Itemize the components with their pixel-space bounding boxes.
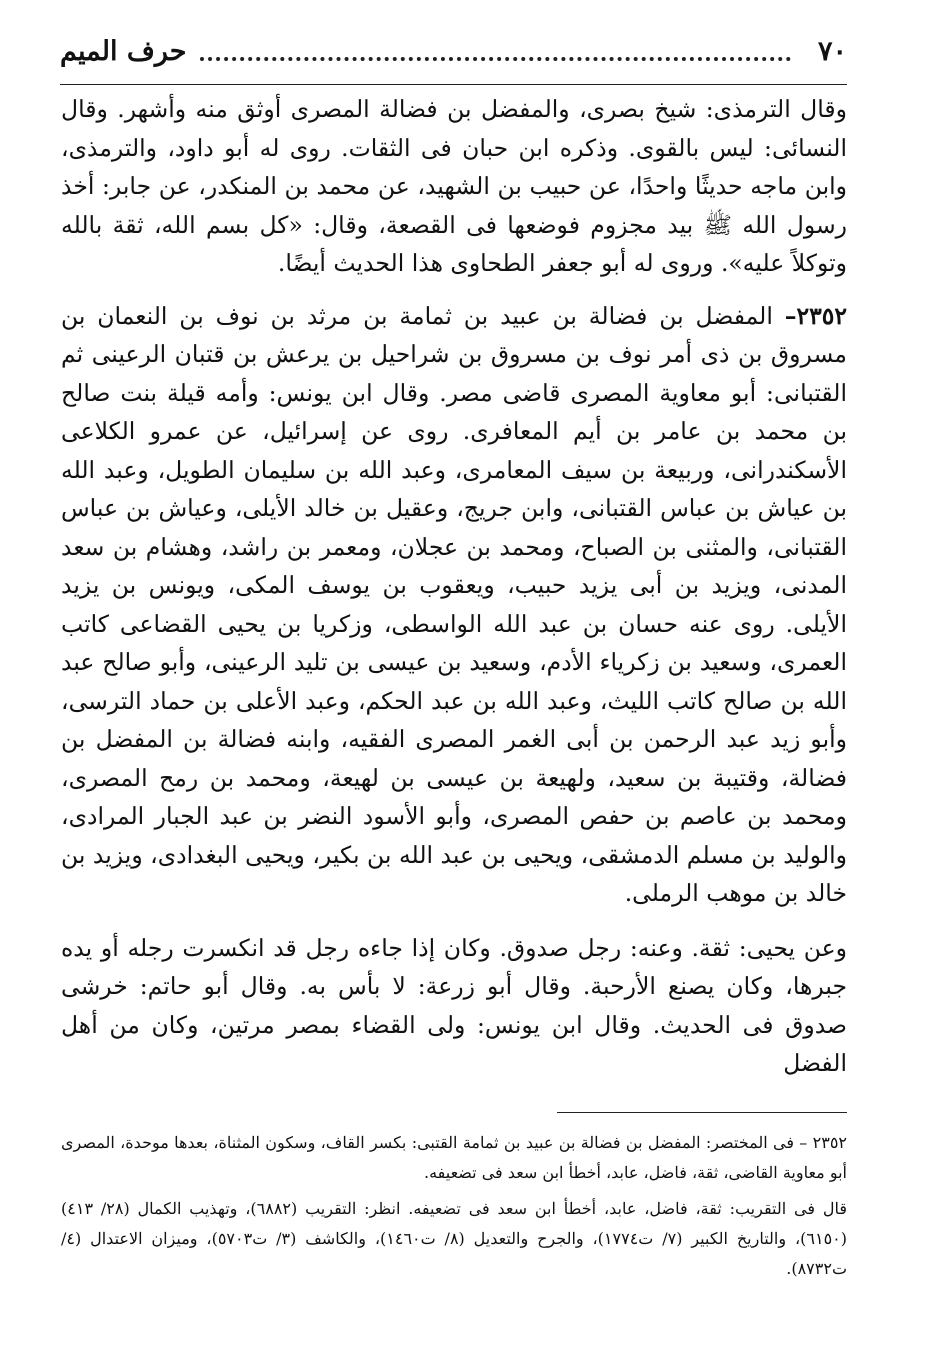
paragraph-1-text: وقال الترمذى: شيخ بصرى، والمفضل بن فضالة المصرى أوثق منه وأشهر. وقال النسائى: ليس بالقوى. وذكره ابن حبان فى الثقات. روى له أبو داود، والترمذى، وابن ماجه حديثًا واحدًا، عن حبيب بن الشهيد، عن محمد بن المنكدر، عن جابر: أخذ رسول الله ﷺ بيد مجزوم فوضعها فى القصعة، وقال: «كل بسم الله، ثقة بالله وتوكلاً عليه». وروى له أبو جعفر الطحاوى هذا الحديث أيضًا.: [61, 95, 847, 277]
footnote-separator: [557, 1112, 847, 1113]
footnote-1: ٢٣٥٢ – فى المختصر: المفضل بن فضالة بن عبيد بن ثمامة القتبى: بكسر القاف، وسكون المثناة، بعدها موحدة، المصرى أبو معاوية القاضى، ثقة، فاضل، عابد، أخطأ ابن سعد فى تضعيفه.: [61, 1133, 848, 1182]
header-rule: [60, 84, 847, 85]
paragraph-continuation: [61, 90, 847, 283]
paragraph-2-text: المفضل بن فضالة بن عبيد بن ثمامة بن مرثد بن نوف بن النعمان بن مسروق بن ذى أمر نوف بن مسروق بن شراحيل بن يرعش بن قتبان الرعينى ثم القتبانى: أبو معاوية المصرى قاضى مصر. وقال ابن يونس: وأمه قيلة بنت صالح بن محمد بن عامر بن أيم المعافرى. روى عن إسرائيل، عن عمرو الكلاعى الأسكندرانى، وربيعة بن سيف المعامرى، وعبد الله بن سليمان الطويل، وعبد الله بن عياش بن عباس القتبانى، وابن جريج، وعقيل بن خالد الأيلى، وعياش بن عباس القتبانى، والمثنى بن الصباح، ومحمد بن عجلان، ومعمر بن راشد، وهشام بن سعد المدنى، ويزيد بن أبى يزيد حبيب، ويعقوب بن يوسف المكى، ويونس بن يزيد الأيلى. روى عنه حسان بن عبد الله الواسطى، وزكريا بن يحيى القضاعى كاتب العمرى، وسعيد بن زكرياء الأدم، وسعيد بن عيسى بن تليد الرعينى، وأبو صالح عبد الله بن صالح كاتب الليث، وعبد الله بن عبد الحكم، وعبد الأعلى بن حماد الترسى، وأبو زيد عبد الرحمن بن أبى الغمر المصرى الفقيه، وابنه فضالة بن المفضل بن فضالة، وقتيبة بن سعيد، ولهيعة بن عيسى بن لهيعة، ومحمد بن رمح المصرى، ومحمد بن عاصم بن حفص المصرى، وأبو الأسود النضر بن عبد الجبار المرادى، والوليد بن مسلم الدمشقى، ويحيى بن عبد الله بن بكير، ويحيى البغدادى، ويزيد بن خالد بن موهب الرملى.: [61, 301, 847, 907]
page-header: [60, 30, 847, 80]
paragraph-evaluations: [61, 929, 847, 1083]
paragraph-3-text: وعن يحيى: ثقة. وعنه: رجل صدوق. وكان إذا جاءه رجل قد انكسرت رجله أو يده جبرها، وكان يصنع الأرحبة. وقال أبو زرعة: لا بأس به. وقال أبو حاتم: خرشى صدوق فى الحديث. وقال ابن يونس: ولى القضاء بمصر مرتين، وكان من أهل الفضل: [61, 933, 847, 1077]
footnotes: [61, 1128, 847, 1284]
page-number: ٧٠: [817, 36, 847, 67]
running-title: حرف الميم: [60, 36, 187, 67]
footnote-2: قال فى التقريب: ثقة، فاضل، عابد، أخطأ ابن سعد فى تضعيفه. انظر: التقريب (٦٨٨٢)، وتهذيب الكمال (٢٨/ ٤١٣) (٦١٥٠)، والتاريخ الكبير (٧/ ت١٧٧٤)، والجرح والتعديل (٨/ ت١٤٦٠)، والكاشف (٣/ ت٥٧٠٣)، وميزان الاعتدال (٤/ ت٨٧٣٢).: [61, 1199, 848, 1278]
header-dotted-leader: [200, 57, 791, 61]
entry-number: ٢٣٥٢–: [784, 301, 847, 330]
biography-entry: [61, 297, 847, 913]
main-text: [61, 90, 847, 1083]
